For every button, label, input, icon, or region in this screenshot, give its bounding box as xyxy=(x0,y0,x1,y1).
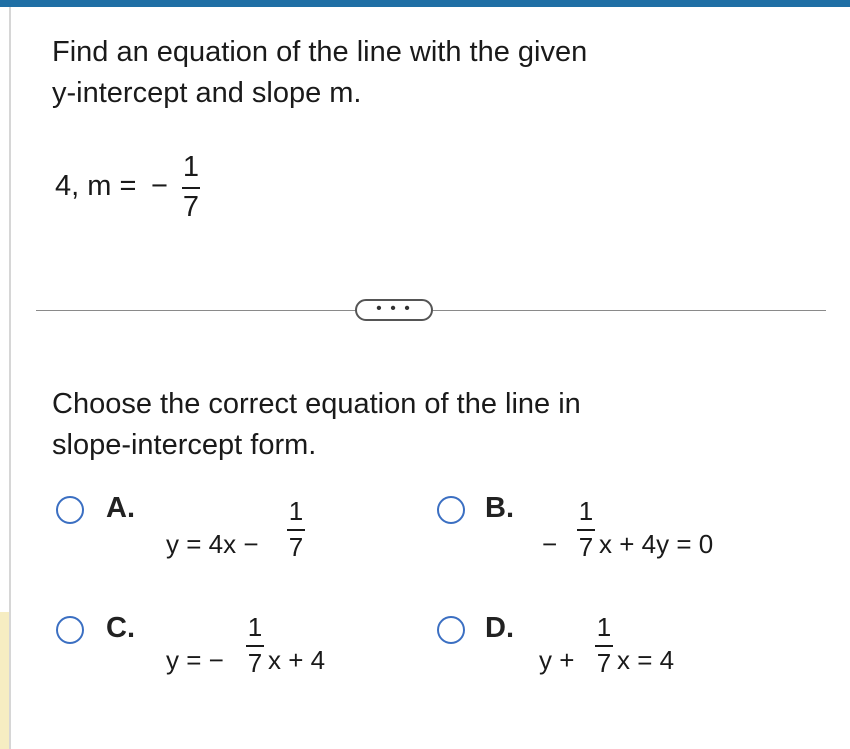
radio-option-a[interactable] xyxy=(56,496,84,524)
given-minus: − xyxy=(151,170,168,202)
option-c-letter: C. xyxy=(106,612,135,644)
option-c-before: y = − xyxy=(166,645,224,675)
option-a-denominator: 7 xyxy=(288,532,304,562)
left-border xyxy=(9,7,11,749)
fraction-bar xyxy=(246,645,264,647)
left-accent-strip xyxy=(0,612,9,749)
option-b-letter: B. xyxy=(485,492,514,524)
radio-option-b[interactable] xyxy=(437,496,465,524)
instruction-text: Choose the correct equation of the line in slope-intercept form. xyxy=(52,388,581,461)
option-c-after: x + 4 xyxy=(268,645,326,675)
option-d-letter: D. xyxy=(485,612,514,644)
fraction-bar xyxy=(577,529,595,531)
option-a-numerator: 1 xyxy=(288,496,304,526)
option-d-denominator: 7 xyxy=(596,648,612,678)
option-c-numerator: 1 xyxy=(247,612,263,642)
option-b-after: x + 4y = 0 xyxy=(599,529,714,559)
option-d-before: y + xyxy=(539,645,575,675)
top-accent-bar xyxy=(0,0,850,7)
option-b-denominator: 7 xyxy=(578,532,594,562)
option-a-before: y = 4x − xyxy=(166,529,259,559)
expand-more-button[interactable]: • • • xyxy=(355,299,433,321)
option-b-before: − xyxy=(542,529,558,559)
option-a-letter: A. xyxy=(106,492,135,524)
fraction-bar xyxy=(287,529,305,531)
fraction-bar xyxy=(595,645,613,647)
option-d-numerator: 1 xyxy=(596,612,612,642)
slope-numerator: 1 xyxy=(182,151,200,183)
given-lead: 4, m = xyxy=(55,170,137,202)
slope-denominator: 7 xyxy=(182,191,200,223)
radio-option-c[interactable] xyxy=(56,616,84,644)
radio-option-d[interactable] xyxy=(437,616,465,644)
fraction-bar xyxy=(182,187,200,189)
question-text: Find an equation of the line with the given y-intercept and slope m. xyxy=(52,36,588,109)
option-b-numerator: 1 xyxy=(578,496,594,526)
option-d-after: x = 4 xyxy=(617,645,675,675)
option-c-denominator: 7 xyxy=(247,648,263,678)
